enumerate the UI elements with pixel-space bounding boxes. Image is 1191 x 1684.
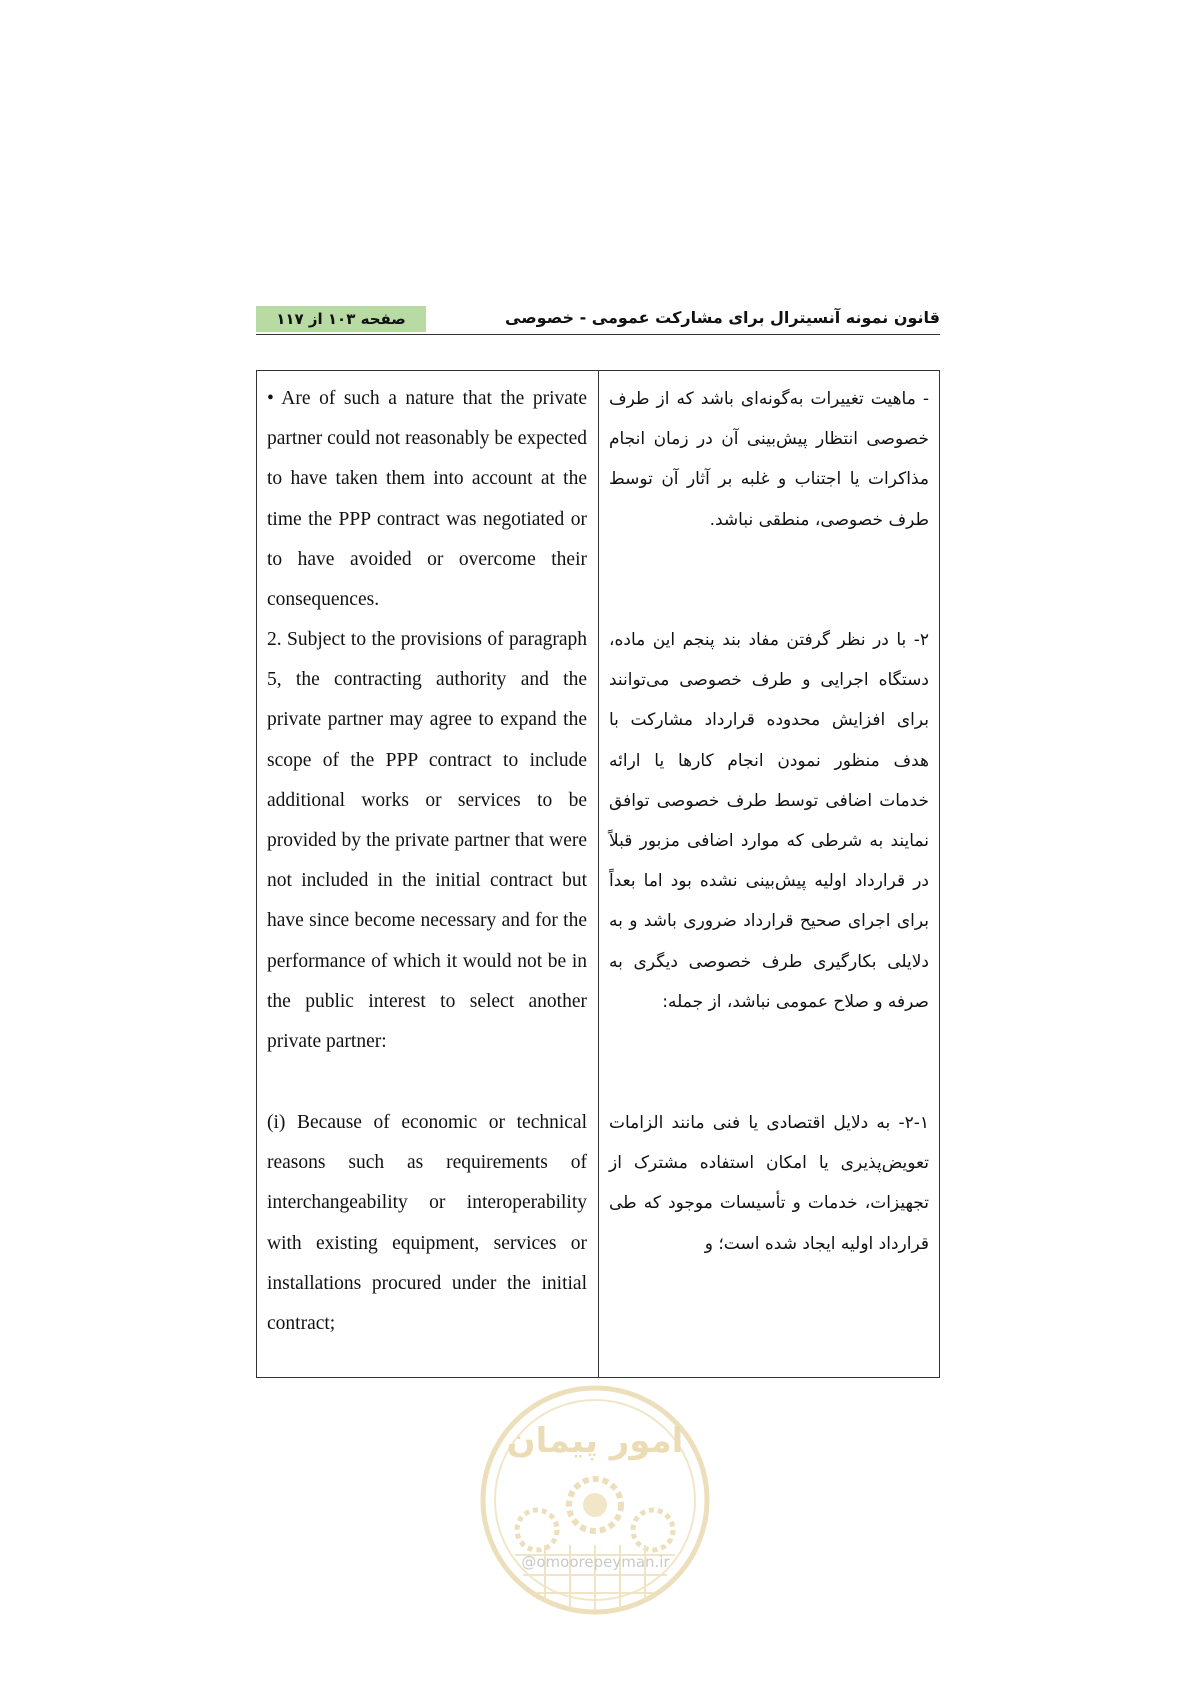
- english-paragraph-3: (i) Because of economic or technical reasons such as requirements of interchangeability or interoperability with existing equipment, services or installations procured under the initial contract;: [267, 1112, 587, 1335]
- persian-column: [609, 379, 929, 1264]
- persian-paragraph-3: ۲-۱- به دلایل اقتصادی یا فنی مانند الزامات تعویض‌پذیری یا امکان استفاده مشترک از تجهیزات، خدمات و تأسیسات موجود که طی قرارداد اولیه ایجاد شده است؛ و: [609, 1113, 929, 1254]
- english-paragraph-2: 2. Subject to the provisions of paragraph 5, the contracting authority and the private partner may agree to expand the scope of the PPP contract to include additional works or services to be provided by the private partner that were not included in the initial contract but have since become necessary and for the performance of which it would not be in the public interest to select another private partner:: [267, 629, 587, 1053]
- persian-paragraph-1: - ماهیت تغییرات به‌گونه‌ای باشد که از طرف خصوصی انتظار پیش‌بینی آن در زمان انجام مذاکرات یا اجتناب و غلبه بر آثار آن توسط طرف خصوصی، منطقی نباشد.: [609, 389, 929, 530]
- bilingual-table: [256, 370, 940, 1378]
- page-header: [256, 306, 940, 335]
- persian-paragraph-2: ۲- با در نظر گرفتن مفاد بند پنجم این ماده، دستگاه اجرایی و طرف خصوصی می‌توانند برای افزایش محدوده قرارداد مشارکت با هدف منظور نمودن انجام کارها یا ارائه خدمات اضافی توسط طرف خصوصی توافق نمایند به شرطی که موارد اضافی مزبور قبلاً در قرارداد اولیه پیش‌بینی نشده بود اما بعداً برای اجرای صحیح قرارداد ضروری باشد و به دلایلی بکارگیری طرف خصوصی دیگری به صرفه و صلاح عمومی نباشد، از جمله:: [609, 630, 929, 1012]
- english-column: [267, 379, 587, 1344]
- document-title: قانون نمونه آنسیترال برای مشارکت عمومی - خصوصی: [505, 308, 940, 327]
- page-number-badge: صفحه ۱۰۳ از ۱۱۷: [256, 306, 426, 332]
- english-paragraph-1: • Are of such a nature that the private partner could not reasonably be expected to have taken them into account at the time the PPP contract was negotiated or to have avoided or overcome their consequences.: [267, 388, 587, 611]
- watermark-logo-text: امور پیمان: [506, 1421, 684, 1461]
- column-divider: [598, 371, 599, 1377]
- watermark-url: @omoorepeyman.ir: [521, 1553, 670, 1571]
- watermark-logo-icon: [475, 1380, 715, 1620]
